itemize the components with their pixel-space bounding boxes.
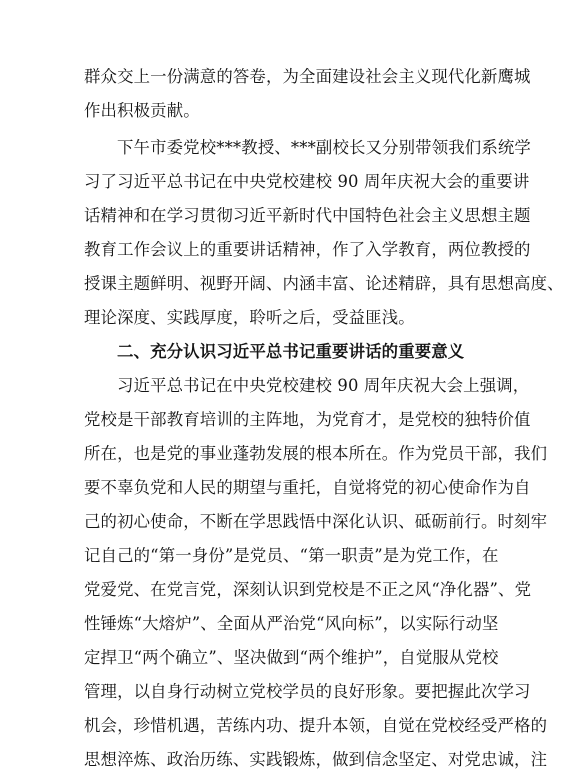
paragraph-line: 要不辜负党和人民的期望与重托，自觉将党的初心使命作为自 bbox=[84, 478, 531, 497]
paragraph-line: 下午市委党校***教授、***副校长又分别带领我们系统学 bbox=[117, 138, 531, 157]
paragraph-line: 党爱党、在党言党，深刻认识到党校是不正之风“净化器”、党 bbox=[84, 580, 532, 599]
paragraph-line: 授课主题鲜明、视野开阔、内涵丰富、论述精辟，具有思想高度、 bbox=[84, 274, 564, 293]
paragraph-line: 群众交上一份满意的答卷，为全面建设社会主义现代化新鹰城 bbox=[84, 67, 531, 86]
paragraph-line: 定捍卫“两个确立”、坚决做到“两个维护”，自觉服从党校 bbox=[84, 648, 499, 667]
paragraph-line: 习近平总书记在中央党校建校 90 周年庆祝大会上强调， bbox=[117, 376, 530, 395]
paragraph-line: 教育工作会议上的重要讲话精神，作了入学教育，两位教授的 bbox=[84, 240, 531, 259]
paragraph-line: 管理，以自身行动树立党校学员的良好形象。要把握此次学习 bbox=[84, 682, 531, 701]
paragraph-line: 所在，也是党的事业蓬勃发展的根本所在。作为党员干部，我们 bbox=[84, 444, 548, 463]
paragraph-line: 思想淬炼、政治历练、实践锻炼，做到信念坚定、对党忠诚，注 bbox=[84, 750, 548, 769]
paragraph-line: 记自己的“第一身份”是党员、“第一职责”是为党工作，在 bbox=[84, 546, 499, 565]
paragraph-line: 党校是干部教育培训的主阵地，为党育才，是党校的独特价值 bbox=[84, 410, 531, 429]
paragraph-line: 机会，珍惜机遇，苦练内功、提升本领，自觉在党校经受严格的 bbox=[84, 716, 548, 735]
section-heading: 二、充分认识习近平总书记重要讲话的重要意义 bbox=[117, 342, 465, 361]
paragraph-line: 理论深度、实践厚度，聆听之后，受益匪浅。 bbox=[84, 308, 415, 327]
paragraph-line: 性锤炼“大熔炉”、全面从严治党“风向标”，以实际行动坚 bbox=[84, 614, 499, 633]
paragraph-line: 作出积极贡献。 bbox=[84, 101, 200, 120]
paragraph-line: 习了习近平总书记在中央党校建校 90 周年庆祝大会的重要讲 bbox=[84, 172, 530, 191]
paragraph-line: 话精神和在学习贯彻习近平新时代中国特色社会主义思想主题 bbox=[84, 206, 531, 225]
paragraph-line: 己的初心使命，不断在学思践悟中深化认识、砥砺前行。时刻牢 bbox=[84, 512, 548, 531]
